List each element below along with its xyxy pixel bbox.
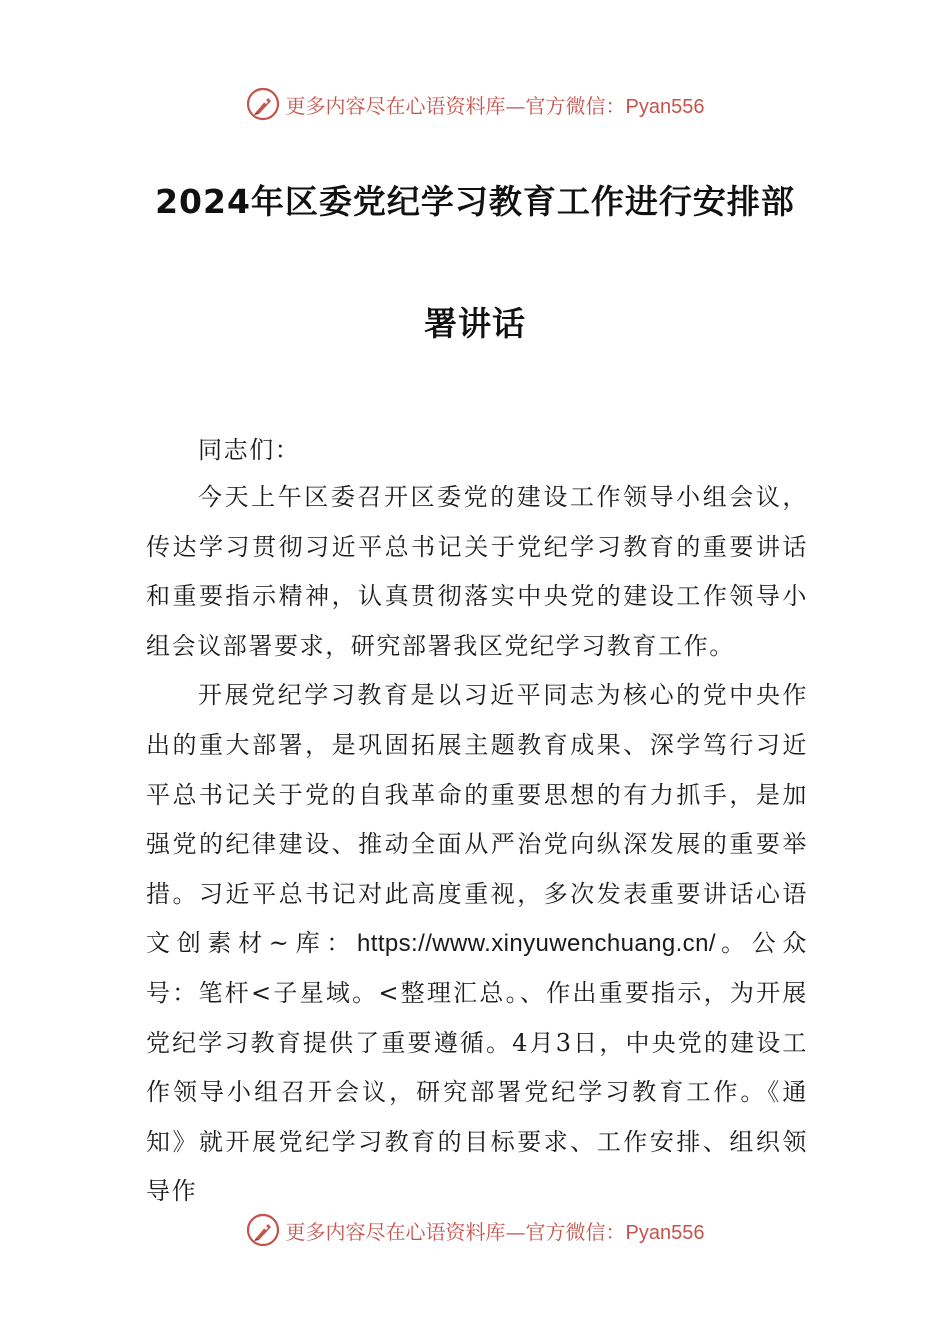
banner-handle: Pyan556 bbox=[625, 1221, 705, 1244]
pen-nib-logo-icon bbox=[246, 87, 280, 121]
greeting: 同志们： bbox=[198, 436, 301, 464]
paragraph-2: 开展党纪学习教育是以习近平同志为核心的党中央作出的重大部署，是巩固拓展主题教育成果、深学笃行习近平总书记关于党的自我革命的重要思想的有力抓手，是加强党的纪律建设、推动全面从严治党向纵深发展的重要举措。习近平总书记对此高度重视，多次发表重要讲话心语文创素材~库：https://www.xinyuwenchuang.cn/。公众号：笔杆<子星域。<整理汇总。、作出重要指示，为开展党纪学习教育提供了重要遵循。4月3日，中央党的建设工作领导小组召开会议，研究部署党纪学习教育工作。《通知》就开展党纪学习教育的目标要求、工作安排、组织领导作 bbox=[146, 681, 808, 1206]
source-url: https://www.xinyuwenchuang.cn/ bbox=[357, 930, 716, 958]
banner-handle: Pyan556 bbox=[625, 95, 705, 118]
document-title-line-2: 署讲话 bbox=[424, 304, 526, 343]
banner-text: 更多内容尽在心语资料库—官方微信：Pyan556 bbox=[285, 93, 705, 118]
paragraph-1: 今天上午区委召开区委党的建设工作领导小组会议，传达学习贯彻习近平总书记关于党纪学习教育的重要讲话和重要指示精神，认真贯彻落实中央党的建设工作领导小组会议部署要求，研究部署我区党纪学习教育工作。 bbox=[146, 483, 808, 660]
footer-watermark-banner bbox=[0, 1210, 950, 1250]
document-title-line-1: 2024年区委党纪学习教育工作进行安排部 bbox=[155, 182, 795, 221]
document-body bbox=[146, 473, 808, 1217]
banner-text: 更多内容尽在心语资料库—官方微信：Pyan556 bbox=[285, 1219, 705, 1244]
pen-nib-logo-icon bbox=[246, 1213, 280, 1247]
header-watermark-banner bbox=[0, 84, 950, 124]
